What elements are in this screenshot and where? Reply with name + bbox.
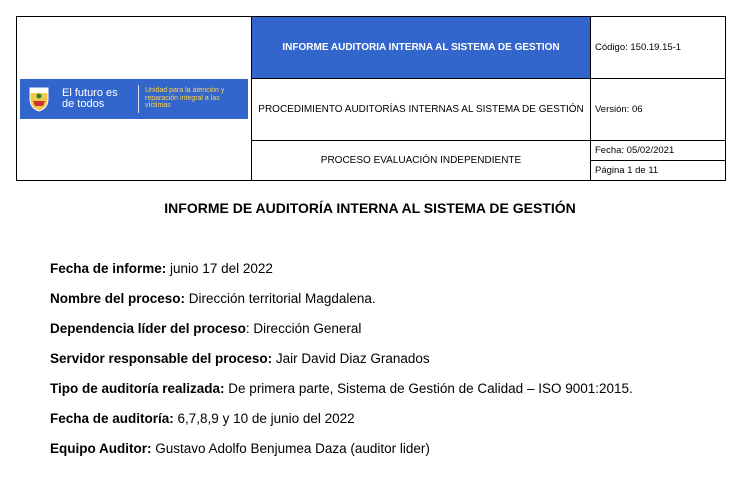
document-title: INFORME DE AUDITORÍA INTERNA AL SISTEMA DE GESTIÓN: [164, 200, 576, 216]
field-audit-team: [50, 440, 690, 457]
report-fields: [50, 260, 690, 457]
field-audit-date: [50, 410, 690, 427]
field-label: Nombre del proceso:: [50, 291, 186, 306]
field-responsible-server: [50, 350, 690, 367]
field-label: Dependencia líder del proceso: [50, 321, 246, 336]
logo-sub-text: Unidad para la atención y reparación integral a las víctimas: [145, 87, 225, 110]
field-value: Jair David Diaz Granados: [272, 351, 430, 366]
field-value: Dirección territorial Magdalena.: [185, 291, 376, 306]
colombia-shield-icon: [26, 85, 52, 113]
field-value: De primera parte, Sistema de Gestión de Calidad – ISO 9001:2015.: [224, 381, 633, 396]
logo-separator: [138, 85, 139, 113]
header-version: Versión: 06: [591, 78, 726, 140]
document-header-table: [16, 16, 726, 181]
field-value: Gustavo Adolfo Benjumea Daza (auditor lider): [151, 441, 430, 456]
logo-main-text: El futuro es de todos: [62, 86, 118, 110]
field-value: 6,7,8,9 y 10 de junio del 2022: [173, 411, 355, 426]
field-label: Tipo de auditoría realizada:: [50, 381, 225, 396]
header-page-number: Página 1 de 11: [591, 160, 726, 180]
field-label: Servidor responsable del proceso:: [50, 351, 273, 366]
field-report-date: [50, 260, 690, 277]
header-code: Código: 150.19.15-1: [591, 17, 726, 79]
field-label: Fecha de informe:: [50, 261, 167, 276]
field-lead-dependency: [50, 320, 690, 337]
header-procedure-title: PROCEDIMIENTO AUDITORÍAS INTERNAS AL SISTEMA DE GESTIÓN: [252, 78, 591, 140]
institution-logo: [20, 79, 248, 119]
field-label: Equipo Auditor:: [50, 441, 152, 456]
field-process-name: [50, 290, 690, 307]
field-value: junio 17 del 2022: [166, 261, 273, 276]
header-process-title: PROCESO EVALUACIÓN INDEPENDIENTE: [252, 140, 591, 181]
field-audit-type: [50, 380, 690, 397]
header-report-title: INFORME AUDITORIA INTERNA AL SISTEMA DE GESTION: [252, 17, 591, 79]
header-date: Fecha: 05/02/2021: [591, 140, 726, 160]
logo-cell: [17, 17, 252, 181]
field-label: Fecha de auditoría:: [50, 411, 174, 426]
field-value: : Dirección General: [245, 321, 362, 336]
